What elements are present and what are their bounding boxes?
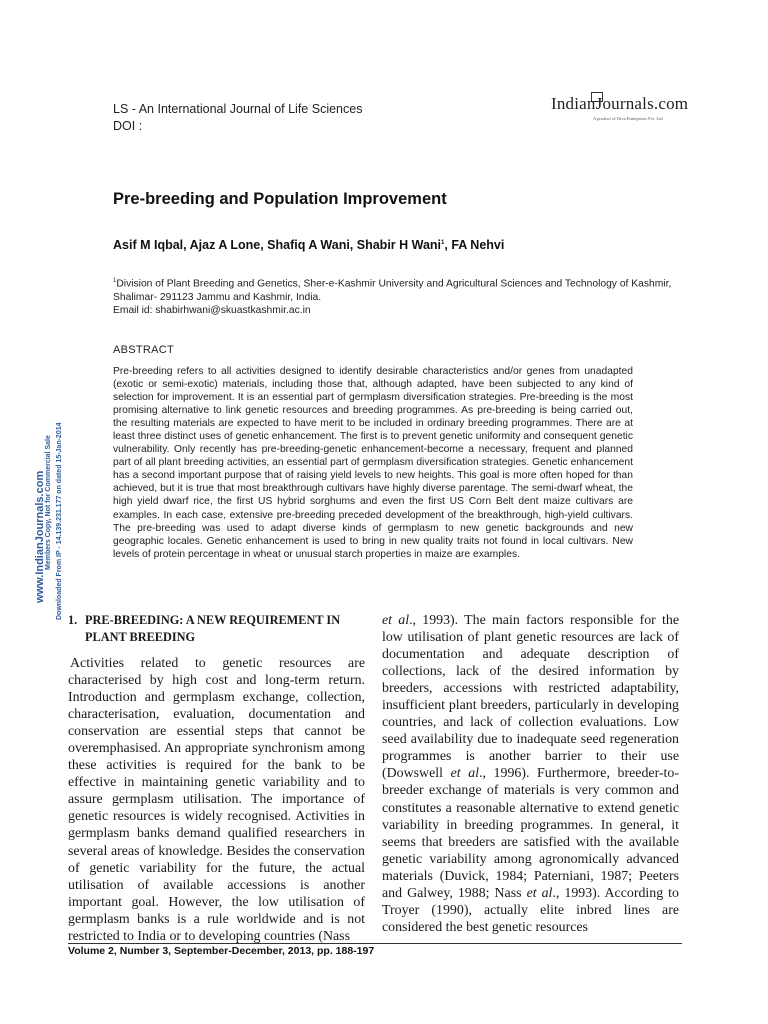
watermark-url[interactable]: www.IndianJournals.com: [34, 470, 46, 603]
body-text-segment: ., 1993). The main factors responsible for the low utilisation of plant genetic resources are lack of documentation and adequate description of collections, lack of the desired information by breeders, accessions with restricted adaptability, insufficient plant breeders, particularly in developing countries, and lack of collection evaluations. Low seed availability due to inadequate seed regeneration programmes is another barrier to their use (Dowswell: [382, 613, 679, 782]
section-title: PRE-BREEDING: A NEW REQUIREMENT IN PLANT BREEDING: [85, 613, 341, 644]
author-affiliation-marker: 1: [441, 239, 445, 246]
footer-divider: [68, 943, 682, 944]
authors-last: , FA Nehvi: [444, 238, 505, 252]
article-title: Pre-breeding and Population Improvement: [113, 190, 447, 208]
affiliation-text: Division of Plant Breeding and Genetics, Sher-e-Kashmir University and Agricultural Sciences and Technology of Kashmir, Shalimar- 291123 Jammu and Kashmir, India.: [113, 278, 672, 303]
body-text-segment: ., 1993). According to Troyer (1990), actually elite inbred lines are considered the best genetic resources: [382, 885, 679, 935]
watermark-download-note: Downloaded From IP - 14.139.231.177 on dated 15-Jan-2014: [56, 422, 63, 620]
abstract-heading: ABSTRACT: [113, 344, 175, 356]
citation-etal: et al: [382, 613, 410, 628]
journal-name: LS - An International Journal of Life Sciences: [113, 102, 363, 116]
footer-citation: Volume 2, Number 3, September-December, 2013, pp. 188-197: [68, 945, 375, 957]
publisher-logo[interactable]: [551, 94, 689, 124]
citation-etal: et al: [450, 766, 479, 782]
affiliation-block: [113, 275, 683, 317]
citation-etal: et al: [526, 885, 553, 901]
body-column-right: [382, 612, 679, 936]
body-paragraph-left: Activities related to genetic resources are characterised by high cost and long-term return. Introduction and germplasm exchange, collection, characterisation, evaluation, documentation and conservation are essential steps that cannot be overemphasised. An appropriate synchronism among these activities is required for the bank to be effective in maintaining genetic variability and to assure germplasm utilisation. The importance of genetic resources is widely recognised. Activities in germplasm banks demand qualified researchers in several areas of knowledge. Besides the conservation of genetic variability for the future, the actual utilisation of available accessions is another important goal. However, the low utilisation of germplasm banks is a rule worldwide and is not restricted to India or to developing countries (Nass: [68, 656, 365, 944]
logo-mark-icon: [591, 92, 603, 102]
section-number: 1.: [68, 613, 78, 627]
abstract-text: Pre-breeding refers to all activities designed to identify desirable characteristics and/or genes from unadapted (exotic or semi-exotic) materials, including those that, although adapted, have been subjected to any kind of selection for improvement. It is an essential part of germplasm diversification strategies. Pre-breeding is the most promising alternative to link genetic resources and breeding programmes. As pre-breeding is being carried out, the resulting materials are expected to have merit to be included in ordinary breeding programmes. There are at least three distinct uses of genetic enhancement. The first is to prevent genetic uniformity and consequent genetic vulnerability. Only recently has pre-breeding-genetic enhancement-become a necessary, frequent and planned part of all plant breeding activities, an essential part of germplasm diversification strategies. Genetic enhancement has a second important purpose that of raising yield levels to new heights. This goal is more often hoped for than achieved, but it is true that most breakthrough cultivars have highly diverse parentage. The semi-dwarf wheat, the high yield dwarf rice, the first US hybrid sorghums and even the first US Corn Belt dent maize cultivars are examples. In each case, extensive pre-breeding preceded development of the breakthrough, high-yield cultivars. The pre-breeding was used to adapt diverse kinds of germplasm to new genetic backgrounds and new geographic locales. Genetic enhancement is used to bring in new quality traits not found in local cultivars. New levels of protein percentage in wheat or unusual starch properties in maize are examples.: [113, 366, 633, 560]
logo-tagline: A product of Diva Enterprises Pvt. Ltd: [593, 116, 663, 121]
logo-text: IndianJournals.com: [551, 94, 689, 113]
body-text-segment: ., 1996). Furthermore, breeder-to-breeder exchange of materials is very common and constitutes a reasonable alternative to extend genetic variability in breeding programmes. In general, it seems that breeders are satisfied with the available genetic variability among agronomically advanced materials (Duvick, 1984; Paterniani, 1987; Peeters and Galwey, 1988; Nass: [382, 766, 679, 901]
watermark-copy-note: Members Copy, Not for Commercial Sale: [45, 435, 52, 570]
corresponding-email[interactable]: Email id: shabirhwani@skuastkashmir.ac.in: [113, 305, 311, 317]
section-heading: [68, 612, 365, 646]
body-column-left: [68, 612, 365, 945]
affiliation-marker: 1: [113, 278, 117, 284]
author-list: [113, 238, 504, 252]
doi-label: DOI :: [113, 119, 143, 133]
body-paragraph-right: [382, 612, 679, 936]
authors-main: Asif M Iqbal, Ajaz A Lone, Shafiq A Wani, Shabir H Wani: [113, 238, 442, 252]
